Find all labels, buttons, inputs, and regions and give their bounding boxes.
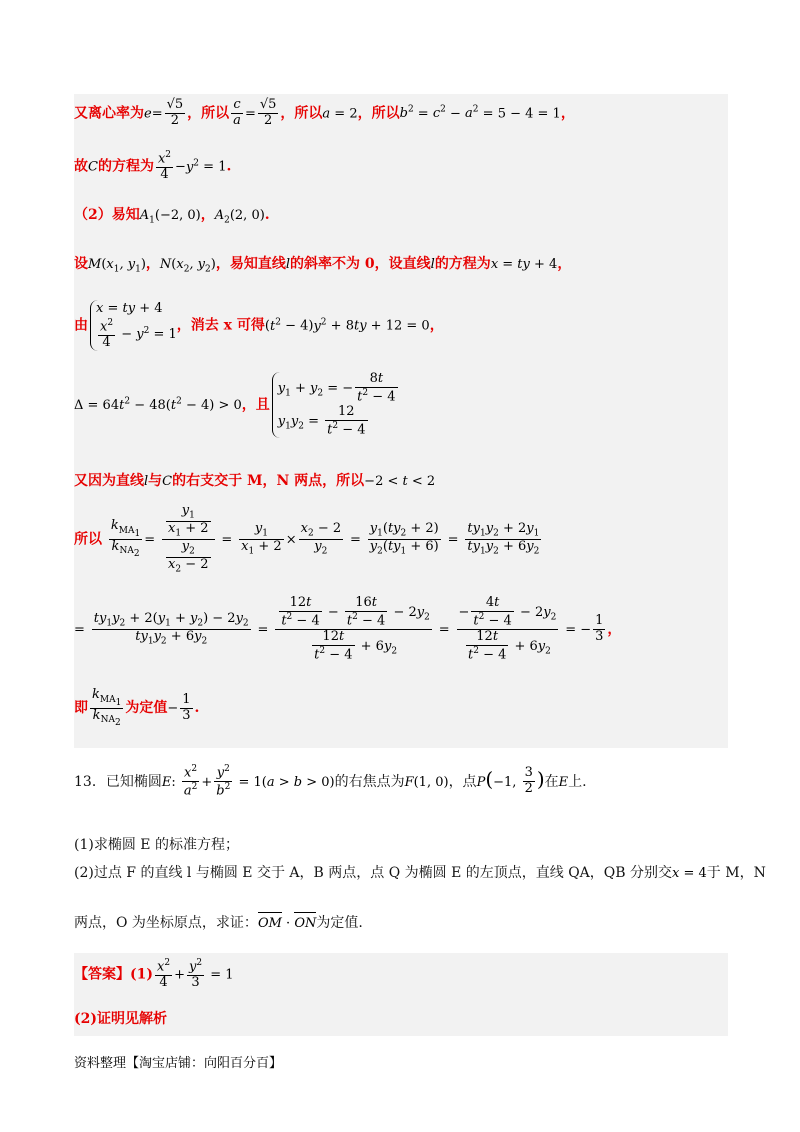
solution-line-7: 又因为直线l与C的右支交于 M，N 两点，所以−2 < t < 2 [74,473,436,489]
solution-line-9: = $\frac{ty_1y_2 + 2(y_1 + y_2) - 2y_2}{ty_1y_2 + 6y_2}$ = $\frac{12t}{t^2 - 4}$ − $\frac{16t}{t^2 - 4}$ − $2y_2$ $\frac{12t}{t^2 - 4}$ + $6y_2$ = − $\frac{4t}{t^2 - 4}$ − $2y_2$ $\frac{12t}{t^2 - 4}$ + $6y_2$ = − $\frac{1}{3}$ ， [74,595,622,663]
answer-line-2: (2)证明见解析 [74,1011,167,1027]
solution-line-5: 由 x = ty + 4 $\frac{x^2}{4}$ − $y^2 = 1$ ，消去 x 可得$(t^2 - 4)y^2 + 8ty + 12 = 0$， [74,301,444,351]
solution-line-8: 所以 $\frac{k_{MA_1}}{k_{NA_2}}$ = $\frac{\frac{y_1}{x_1 + 2}}{\frac{y_2}{x_2 - 2}}$ = $\frac{y_1}{x_1 + 2}$ × $\frac{x_2 - 2}{y_2}$ = $\frac{y_1(ty_2 + 2)}{y_2(ty_1 + 6)}$ = $\frac{ty_1y_2 + 2y_1}{ty_1y_2 + 6y_2}$ [74,503,540,575]
solution-line-2: 故C的方程为 $\frac{x^2}{4}$ $-y^2 = 1$. [74,150,232,183]
problem-13-statement: 13．已知椭圆E: $\frac{x^2}{a^2}$ + $\frac{y^2}{b^2}$ = 1(a > b > 0)的右焦点为F(1, 0)，点P(−1, $\frac{3}{2}$ )在E上. [74,764,587,799]
footer-text: 资料整理【淘宝店铺：向阳百分百】 [74,1056,283,1071]
solution-line-10: 即 $\frac{k_{MA_1}}{k_{NA_2}}$ 为定值− $\frac{1}{3}$ . [74,687,200,729]
answer-line-1: 【答案】(1) $\frac{x^2}{4}$ + $\frac{y^2}{3}$ = 1 [74,958,234,991]
solution-line-4: 设$M(x_1$, $y_1$)，$N(x_2$, $y_2$)，易知直线l的斜率不为 0，设直线l的方程为x = ty + 4， [74,256,572,275]
problem-13-part-2-cont: 两点，O 为坐标原点，求证：OM · ON为定值. [74,915,363,931]
problem-13-part-1: (1)求椭圆 E 的标准方程； [74,837,239,853]
solution-line-6: $\Delta = 64t^2 - 48(t^2 - 4) > 0$，且 $y_1 + y_2$ = − $\frac{8t}{t^2 - 4}$ $y_1y_2$ = $\frac{12}{t^2 - 4}$ [74,372,400,438]
solution-line-1: 又离心率为e= $\frac{√5}{2}$ ，所以 $\frac{c}{a}$ = $\frac{√5}{2}$ ，所以a = 2，所以$b^2 = c^2 - a^2 = 5 - 4 = 1$， [74,97,575,128]
solution-line-3: （2）易知$A_1(-2$, 0)，$A_2(2$, 0). [74,207,270,226]
problem-13-part-2: (2)过点 F 的直线 l 与椭圆 E 交于 A，B 两点，点 Q 为椭圆 E 的左顶点，直线 QA，QB 分别交x = 4于 M，N [74,865,766,881]
